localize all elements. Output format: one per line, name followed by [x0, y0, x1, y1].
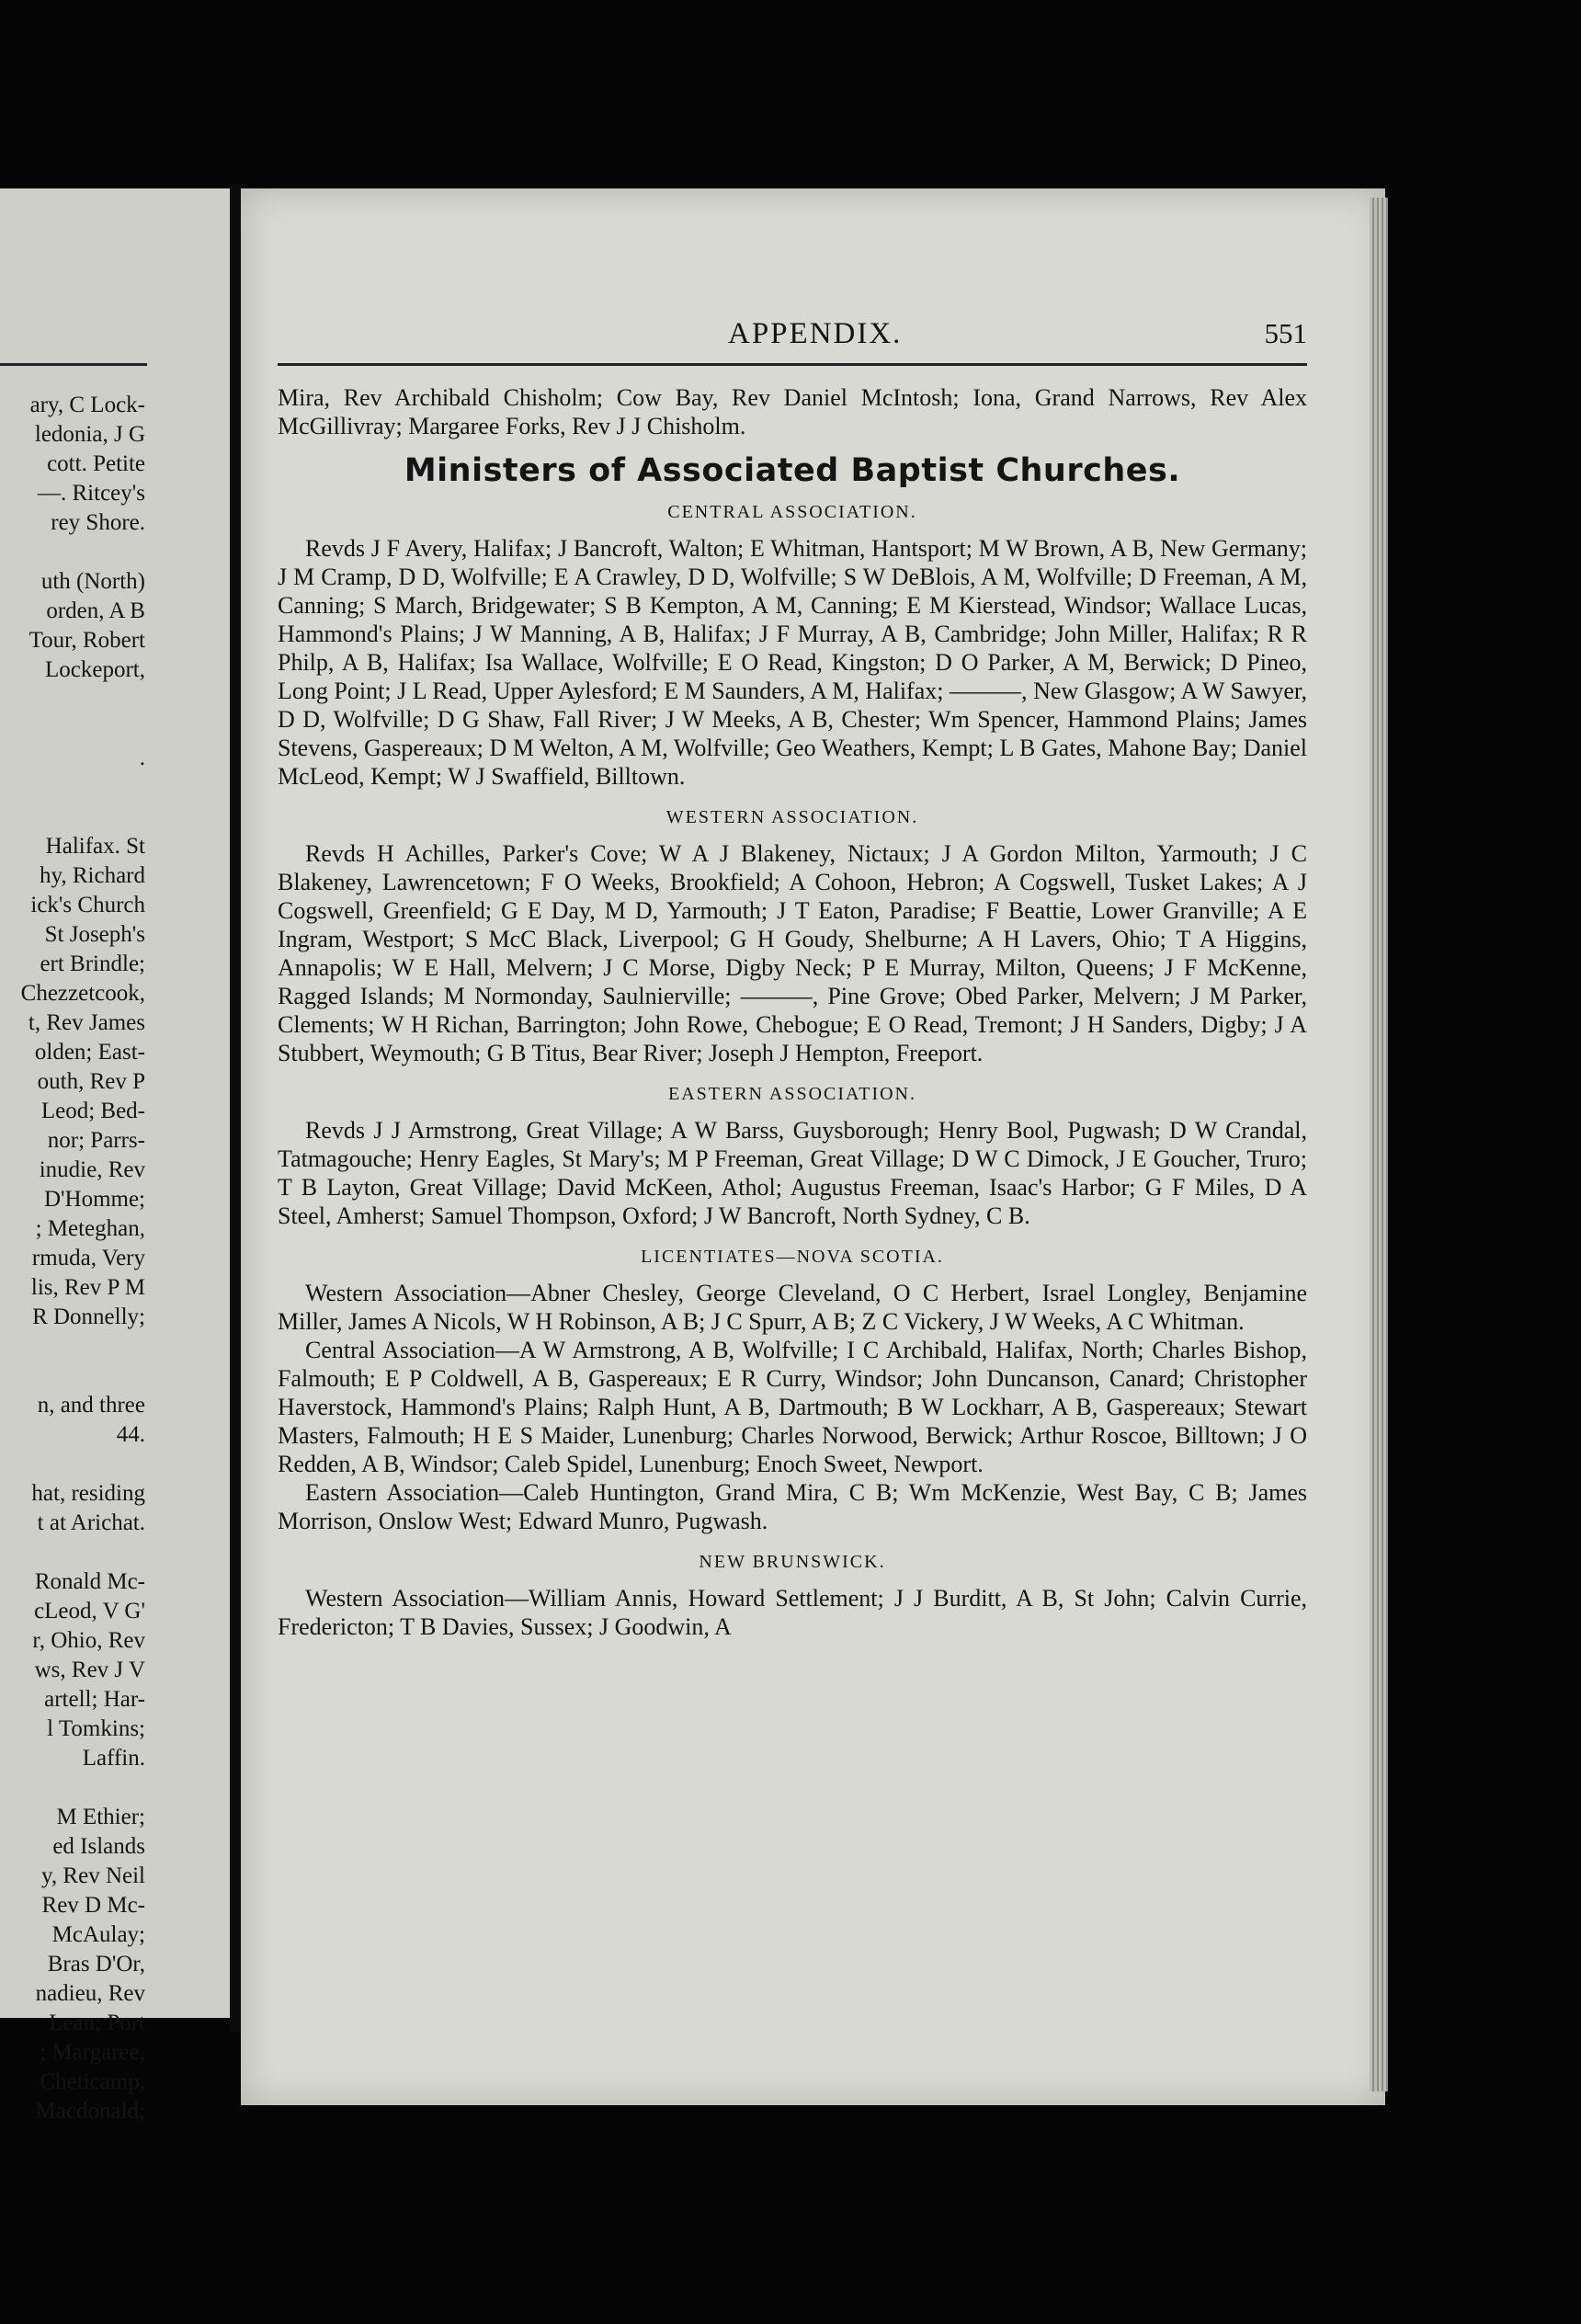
left-page-line: . — [139, 746, 145, 770]
left-page-line: Lean; Port — [49, 2011, 145, 2035]
new-brunswick-text: Western Association—William Annis, Howard Settlement; J J Burditt, A B, St John; Calvin Currie, Fredericton; T B Davies, Sussex; J Goodwin, A — [278, 1585, 1307, 1640]
licentiates-title: LICENTIATES—NOVA SCOTIA. — [641, 1247, 944, 1267]
right-page — [241, 188, 1385, 2105]
left-page-line: M Ethier; — [56, 1805, 145, 1829]
left-page-line: y, Rev Neil — [41, 1863, 145, 1888]
left-page-line: —. Ritcey's — [38, 481, 145, 506]
left-page-line: ary, C Lock- — [29, 393, 145, 417]
left-page-line — [21, 1361, 145, 1391]
left-page-line: n, and three — [37, 1393, 145, 1418]
left-page-line: R Donnelly; — [32, 1304, 145, 1329]
licentiates-western: Western Association—Abner Chesley, George Cleveland, O C Herbert, Israel Longley, Benjamine Miller, James A Nicols, W H Robinson, A B; J C Spurr, A B; Z C Vickery, J W Weeks, A C Whitman. — [278, 1280, 1307, 1335]
page-edge-stack — [1370, 198, 1388, 2091]
eastern-association-text: Revds J J Armstrong, Great Village; A W Barss, Guysborough; Henry Bool, Pugwash; D W Crandal, Tatmagouche; Henry Eagles, St Mary's; M P Freeman, Great Village; D W C Dimock, J E Goucher, Truro; T B Layton, Great Village; David McKeen, Athol; Augustus Freeman, Isaac's Harbor; G F Miles, D A Steel, Amherst; Samuel Thompson, Oxford; J W Bancroft, North Sydney, C B. — [278, 1117, 1307, 1229]
left-page-line: Chezzetcook, — [20, 981, 145, 1006]
left-page-line: St Joseph's — [44, 922, 145, 947]
eastern-association-title: EASTERN ASSOCIATION. — [667, 1084, 917, 1104]
left-page-line — [21, 1538, 145, 1567]
western-association-text: Revds H Achilles, Parker's Cove; W A J Blakeney, Nictaux; J A Gordon Milton, Yarmouth; J C Blakeney, Lawrencetown; F O Weeks, Brookfield; A Cohoon, Hebron; A Cogswell, Tusket Lakes; A J Cogswell, Greenfield; G E Day, M D, Yarmouth; J T Eaton, Paradise; F Beattie, Lower Granville; A E Ingram, Westport; S McC Black, Liverpool; G H Goudy, Shelburne; A H Lavers, Ohio; T A Higgins, Annapolis; W E Hall, Melvern; J C Morse, Digby Neck; P E Murray, Milton, Queens; J F McKenne, Ragged Islands; M Normonday, Saulnierville; ———, Pine Grove; Obed Parker, Melvern; J M Parker, Clements; W H Richan, Barrington; John Rowe, Chebogue; E O Read, Tremont; J H Sanders, Digby; J A Stubbert, Weymouth; G B Titus, Bear River; Joseph J Hempton, Freeport. — [278, 840, 1307, 1066]
left-page-text — [21, 391, 145, 2126]
left-page-line: uth (North) — [40, 569, 145, 594]
left-page-line: lis, Rev P M — [30, 1275, 145, 1300]
left-page-line: ledonia, J G — [34, 422, 145, 447]
left-page-line: orden, A B — [46, 598, 145, 623]
left-page-line: ick's Church — [30, 893, 145, 917]
left-page-line: Bras D'Or, — [47, 1952, 145, 1977]
intro-paragraph: Mira, Rev Archibald Chisholm; Cow Bay, Rev Daniel McIntosh; Iona, Grand Narrows, Rev Alex McGillivray; Margaree Forks, Rev J J Chisholm. — [278, 384, 1307, 439]
left-page-line — [21, 538, 145, 567]
left-page-line: outh, Rev P — [37, 1069, 145, 1094]
left-page-line — [21, 803, 145, 832]
left-page-line: 44. — [116, 1422, 145, 1447]
left-page-line: artell; Har- — [44, 1687, 145, 1712]
left-page-line: Macdonald; — [35, 2099, 145, 2124]
left-page-line: t, Rev James — [28, 1010, 145, 1035]
left-page-line: l Tomkins; — [47, 1716, 145, 1741]
left-page-line: cLeod, V G' — [34, 1599, 145, 1623]
left-page-line: Laffin. — [82, 1746, 145, 1771]
left-page-line: rey Shore. — [51, 510, 145, 535]
left-page-line: Tour, Robert — [28, 628, 145, 653]
central-association-title: CENTRAL ASSOCIATION. — [667, 502, 917, 522]
left-page-line: nadieu, Rev — [35, 1981, 145, 2006]
left-page-line — [21, 714, 145, 744]
section-heading: Ministers of Associated Baptist Churches. — [404, 452, 1181, 489]
western-association-title: WESTERN ASSOCIATION. — [665, 807, 919, 827]
left-page-line: Leod; Bed- — [40, 1099, 145, 1123]
new-brunswick-title: NEW BRUNSWICK. — [699, 1552, 886, 1572]
left-page-line — [21, 773, 145, 803]
left-page-line: cott. Petite — [47, 451, 145, 476]
left-page-line — [21, 685, 145, 714]
left-page-line: hat, residing — [31, 1481, 145, 1506]
left-page-line: t at Arichat. — [37, 1510, 145, 1535]
left-page-fragment — [0, 188, 230, 2124]
left-page-line: ; Margaree, — [40, 2040, 145, 2065]
left-page-line: inudie, Rev — [39, 1157, 145, 1182]
running-header — [278, 317, 1307, 354]
left-page-line: olden; East- — [34, 1040, 145, 1065]
running-title: APPENDIX. — [728, 317, 903, 350]
left-page-line: Halifax. St — [45, 834, 145, 859]
left-page-line: ws, Rev J V — [34, 1658, 145, 1682]
left-page-line: hy, Richard — [39, 863, 145, 888]
header-rule — [278, 363, 1307, 366]
left-page-line: rmuda, Very — [31, 1246, 145, 1270]
left-page-line: r, Ohio, Rev — [32, 1628, 145, 1653]
page-body — [278, 383, 1307, 1641]
left-page-line — [21, 1773, 145, 1803]
left-page-rule — [0, 363, 147, 366]
left-page-line — [21, 1450, 145, 1479]
left-page-line: D'Homme; — [43, 1187, 145, 1212]
left-page-line: Ronald Mc- — [34, 1569, 145, 1594]
left-page-line: McAulay; — [51, 1922, 145, 1947]
left-page-line: nor; Parrs- — [47, 1128, 145, 1153]
left-page-line: Lockeport, — [45, 657, 145, 682]
licentiates-central: Central Association—A W Armstrong, A B, Wolfville; I C Archibald, Halifax, North; Charles Bishop, Falmouth; E P Coldwell, A B, Gaspereaux; E R Curry, Windsor; John Duncanson, Canard; Christopher Haverstock, Hammond's Plains; Ralph Hunt, A B, Dartmouth; B W Lockharr, A B, Gaspereaux; Stewart Masters, Falmouth; H E S Maider, Lunenburg; Charles Norwood, Berwick; Arthur Roscoe, Billtown; J O Redden, A B, Windsor; Caleb Spidel, Lunenburg; Enoch Sweet, Newport. — [278, 1337, 1307, 1477]
left-page-line: ed Islands — [52, 1834, 145, 1859]
left-page-line: ert Brindle; — [40, 951, 145, 976]
page-number: 551 — [1264, 317, 1307, 349]
left-page-line — [21, 1332, 145, 1361]
central-association-text: Revds J F Avery, Halifax; J Bancroft, Walton; E Whitman, Hantsport; M W Brown, A B, New Germany; J M Cramp, D D, Wolfville; E A Crawley, D D, Wolfville; S W DeBlois, A M, Wolfville; D Freeman, A M, Canning; S March, Bridgewater; S B Kempton, A M, Canning; E M Kierstead, Windsor; Wallace Lucas, Hammond's Plains; J W Manning, A B, Halifax; J F Murray, A B, Cambridge; John Miller, Halifax; R R Philp, A B, Halifax; Isa Wallace, Wolfville; E O Read, Kingston; D O Parker, A M, Berwick; D Pineo, Long Point; J L Read, Upper Aylesford; E M Saunders, A M, Halifax; ———, New Glasgow; A W Sawyer, D D, Wolfville; D G Shaw, Fall River; J W Meeks, A B, Chester; Wm Spencer, Hammond Plains; James Stevens, Gaspereaux; D M Welton, A M, Wolfville; Geo Weathers, Kempt; L B Gates, Mahone Bay; Daniel McLeod, Kempt; W J Swaffield, Billtown. — [278, 535, 1307, 790]
left-page-line: ; Meteghan, — [35, 1216, 145, 1241]
left-page-line: Rev D Mc- — [41, 1893, 145, 1918]
left-page-line: Cheticamp, — [40, 2069, 145, 2094]
licentiates-eastern: Eastern Association—Caleb Huntington, Grand Mira, C B; Wm McKenzie, West Bay, C B; James Morrison, Onslow West; Edward Munro, Pugwash. — [278, 1479, 1307, 1534]
